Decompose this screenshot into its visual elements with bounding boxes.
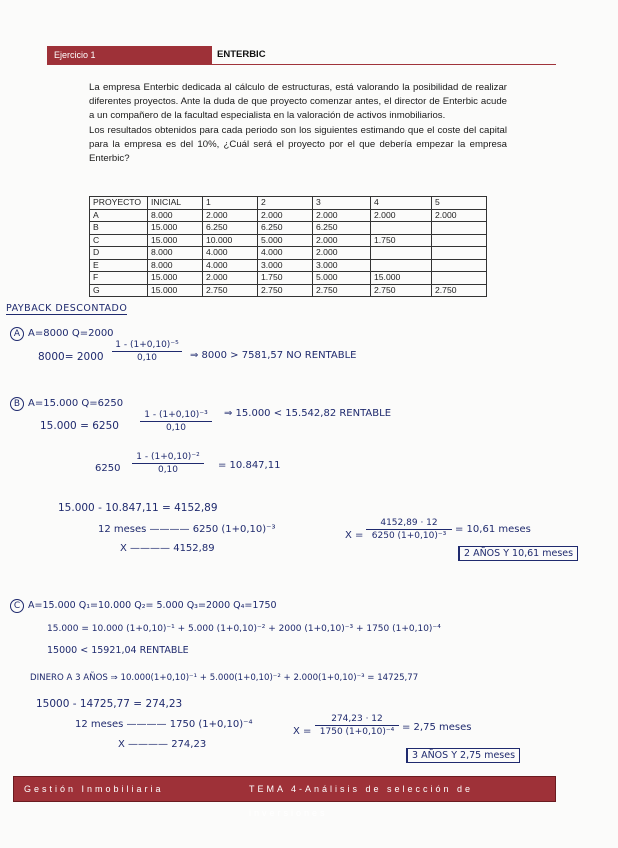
table-header-cell: INICIAL [148,197,203,210]
table-cell: 8.000 [148,247,203,260]
section-b2-result: = 10.847,11 [218,460,281,471]
table-cell: 1.750 [371,234,432,247]
table-cell: 6.250 [258,222,313,235]
section-c-three-year-money: DINERO A 3 AÑOS ⇒ 10.000(1+0,10)⁻¹ + 5.000(1+0,10)⁻² + 2.000(1+0,10)⁻³ = 14725,77 [30,673,419,683]
table-cell [371,247,432,260]
table-header-cell: 4 [371,197,432,210]
section-b2-lhs: 6250 [95,463,121,474]
table-header-cell: 3 [313,197,371,210]
table-cell: 2.000 [371,209,432,222]
section-c-x-result: = 2,75 meses [402,722,472,733]
table-cell [432,234,487,247]
footer-topic: TEMA 4-Análisis de selección de inversiones [249,784,474,818]
table-cell: 2.000 [203,209,258,222]
statement-paragraph-1: La empresa Enterbic dedicada al cálculo de estructuras, está valorando la posibilidad de realizar diferentes proyectos. Ante la duda de que proyecto comenzar antes, el director de Enterbic acude a un compañero de la facultad especialista en la valoración de activos inmobiliarios. [89,82,507,122]
section-c-x-label: X = [293,726,312,737]
section-b-rule-line-1: 12 meses ———— 6250 (1+0,10)⁻³ [98,524,276,535]
section-c-answer: 3 AÑOS Y 2,75 meses [406,748,520,763]
table-row [90,272,487,285]
section-b-result: ⇒ 15.000 < 15.542,82 RENTABLE [224,408,392,419]
table-cell: 8.000 [148,259,203,272]
section-b-equation-lhs: 15.000 = 6250 [40,420,119,432]
table-header-cell: 5 [432,197,487,210]
cash-flow-table [89,196,487,297]
table-cell: 2.000 [313,234,371,247]
section-b-answer: 2 AÑOS Y 10,61 meses [458,546,578,561]
section-c-rule-line-1: 12 meses ———— 1750 (1+0,10)⁻⁴ [75,719,253,730]
table-cell: B [90,222,148,235]
table-cell: E [90,259,148,272]
section-c-difference: 15000 - 14725,77 = 274,23 [36,698,183,710]
table-cell: 3.000 [313,259,371,272]
table-header-row [90,197,487,210]
section-a-equation-lhs: 8000= 2000 [38,351,104,363]
section-c-equation: 15.000 = 10.000 (1+0,10)⁻¹ + 5.000 (1+0,10)⁻² + 2000 (1+0,10)⁻³ + 1750 (1+0,10)⁻⁴ [47,624,441,634]
table-cell: 6.250 [313,222,371,235]
table-row [90,234,487,247]
table-cell: D [90,247,148,260]
table-cell: 2.000 [313,209,371,222]
table-header-cell: PROYECTO [90,197,148,210]
section-b-x-result: = 10,61 meses [455,524,531,535]
section-c-rule-line-2: X ———— 274,23 [118,739,207,750]
table-cell: 6.250 [203,222,258,235]
table-cell [432,272,487,285]
table-row [90,209,487,222]
table-cell: 15.000 [148,284,203,297]
table-header-cell: 1 [203,197,258,210]
table-cell: 2.000 [203,272,258,285]
section-a-fraction: $\frac{\text{1 - (1+0,10)⁻⁵}}{0,10}$ [112,340,182,363]
section-b-given: B A=15.000 Q=6250 [10,397,123,411]
table-cell: 3.000 [258,259,313,272]
section-c-given: C A=15.000 Q₁=10.000 Q₂= 5.000 Q₃=2000 Q₄=1750 [10,599,277,613]
table-row [90,222,487,235]
table-cell: 2.000 [313,247,371,260]
table-cell: G [90,284,148,297]
table-cell: 2.000 [432,209,487,222]
table-cell: 2.750 [371,284,432,297]
section-c-inequality: 15000 < 15921,04 RENTABLE [47,645,189,656]
table-cell [371,259,432,272]
table-cell: C [90,234,148,247]
section-b-fraction: $\frac{\text{1 - (1+0,10)⁻³}}{0,10}$ [140,410,212,433]
table-cell: 2.750 [432,284,487,297]
table-header-cell: 2 [258,197,313,210]
table-cell: 15.000 [148,234,203,247]
section-c-x-fraction: $\frac{274,23 \cdot 12}{\text{1750 (1+0,10)⁻⁴}}$ [315,714,399,737]
table-cell: F [90,272,148,285]
table-cell [432,259,487,272]
table-row [90,247,487,260]
table-cell: 5.000 [258,234,313,247]
exercise-title: ENTERBIC [217,49,266,60]
table-cell: 4.000 [203,247,258,260]
table-cell: 4.000 [203,259,258,272]
header-bar [47,46,556,65]
table-cell: 4.000 [258,247,313,260]
footer-course: Gestión Inmobiliaria [24,784,164,794]
statement-paragraph-2: Los resultados obtenidos para cada periodo son los siguientes estimando que el coste del capital para la empresa es del 10%, ¿Cuál será el proyecto por el que debería empezar la empresa Enterbic? [89,124,507,165]
exercise-label: Ejercicio 1 [47,46,212,64]
section-b-marker: B [10,397,24,411]
table-row [90,259,487,272]
table-cell: 8.000 [148,209,203,222]
section-b-rule-line-2: X ———— 4152,89 [120,543,215,554]
table-cell: 2.750 [203,284,258,297]
section-b-x-fraction: $\frac{4152,89 \cdot 12}{\text{6250 (1+0,10)⁻³}}$ [366,518,452,541]
section-a-result: ⇒ 8000 > 7581,57 NO RENTABLE [190,350,357,361]
table-cell: 15.000 [371,272,432,285]
footer-bar [13,776,556,818]
table-cell: 2.750 [258,284,313,297]
section-a-marker: A [10,327,24,341]
table-cell [432,247,487,260]
section-c-marker: C [10,599,24,613]
section-b2-fraction: $\frac{\text{1 - (1+0,10)⁻²}}{0,10}$ [132,452,204,475]
table-cell: 15.000 [148,272,203,285]
table-cell: 1.750 [258,272,313,285]
payback-heading: PAYBACK DESCONTADO [6,303,128,314]
section-b-difference: 15.000 - 10.847,11 = 4152,89 [58,502,218,514]
table-cell: 5.000 [313,272,371,285]
table-cell: 15.000 [148,222,203,235]
problem-statement [89,81,507,166]
section-a-given: A A=8000 Q=2000 [10,327,114,341]
table-cell: 2.750 [313,284,371,297]
section-b-x-label: X = [345,530,364,541]
table-cell: 2.000 [258,209,313,222]
table-cell: A [90,209,148,222]
table-cell [371,222,432,235]
table-cell [432,222,487,235]
table-row [90,284,487,297]
table-body [90,209,487,297]
table-cell: 10.000 [203,234,258,247]
